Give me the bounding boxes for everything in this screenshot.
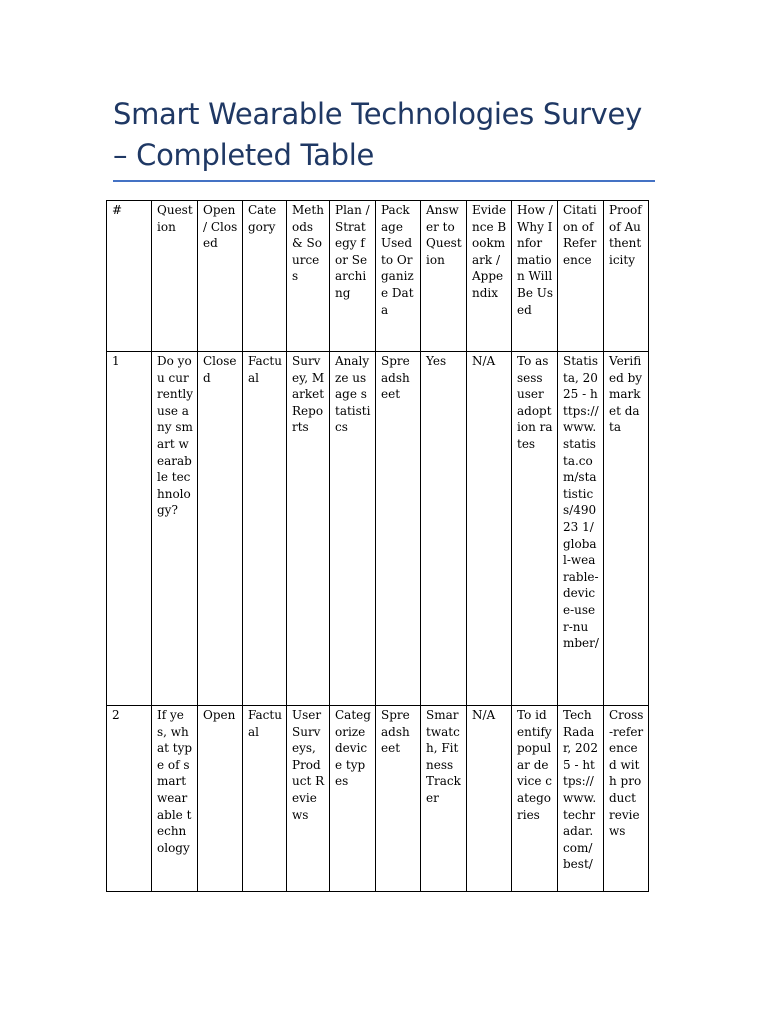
header-question: Question bbox=[152, 201, 198, 352]
table-cell: Spreadsheet bbox=[376, 706, 421, 892]
table-cell: Factual bbox=[243, 352, 287, 706]
table-cell: User Surveys, Product Reviews bbox=[287, 706, 330, 892]
table-cell: Verified by market data bbox=[604, 352, 649, 706]
table-cell: Analyze usage statistics bbox=[330, 352, 376, 706]
table-cell: If yes, what type of smart wearable technology bbox=[152, 706, 198, 892]
document-title: Smart Wearable Technologies Survey – Completed Table bbox=[113, 97, 642, 172]
header-open-closed: Open / Closed bbox=[198, 201, 243, 352]
header-number: # bbox=[107, 201, 152, 352]
table-cell: 1 bbox=[107, 352, 152, 706]
table-cell: To assess user adoption rates bbox=[512, 352, 558, 706]
table-cell: N/A bbox=[467, 706, 512, 892]
header-evidence-bookmark: Evidence Bookmark / Appendix bbox=[467, 201, 512, 352]
table-cell: Closed bbox=[198, 352, 243, 706]
title-underline bbox=[113, 180, 655, 182]
table-cell: N/A bbox=[467, 352, 512, 706]
table-cell: Yes bbox=[421, 352, 467, 706]
table-cell: Spreadsheet bbox=[376, 352, 421, 706]
header-package-used: Package Used to Organize Data bbox=[376, 201, 421, 352]
table-cell: Open bbox=[198, 706, 243, 892]
table-cell: Do you currently use any smart wearable technology? bbox=[152, 352, 198, 706]
table-cell: 2 bbox=[107, 706, 152, 892]
header-how-why-used: How / Why Information Will Be Used bbox=[512, 201, 558, 352]
survey-table bbox=[106, 200, 649, 892]
citation-link-cell[interactable]: TechRadar, 2025 - https://www.techradar.com/best/ bbox=[558, 706, 604, 892]
header-plan-strategy: Plan / Strategy for Searching bbox=[330, 201, 376, 352]
header-methods-sources: Methods & Sources bbox=[287, 201, 330, 352]
header-answer: Answer to Question bbox=[421, 201, 467, 352]
header-category: Category bbox=[243, 201, 287, 352]
table-cell: Cross-referenced with product reviews bbox=[604, 706, 649, 892]
table-row bbox=[107, 352, 649, 706]
table-row bbox=[107, 706, 649, 892]
header-citation: Citation of Reference bbox=[558, 201, 604, 352]
table-cell: Smartwatch, Fitness Tracker bbox=[421, 706, 467, 892]
table-cell: Factual bbox=[243, 706, 287, 892]
header-proof-authenticity: Proof of Authenticity bbox=[604, 201, 649, 352]
table-cell: To identify popular device categories bbox=[512, 706, 558, 892]
table-cell: Survey, Market Reports bbox=[287, 352, 330, 706]
citation-link-cell[interactable]: Statista, 2025 - https://www.statista.com/statistics/49023 1/global-wearable-device-user-number/ bbox=[558, 352, 604, 706]
table-header-row bbox=[107, 201, 649, 352]
table-cell: Categorize device types bbox=[330, 706, 376, 892]
